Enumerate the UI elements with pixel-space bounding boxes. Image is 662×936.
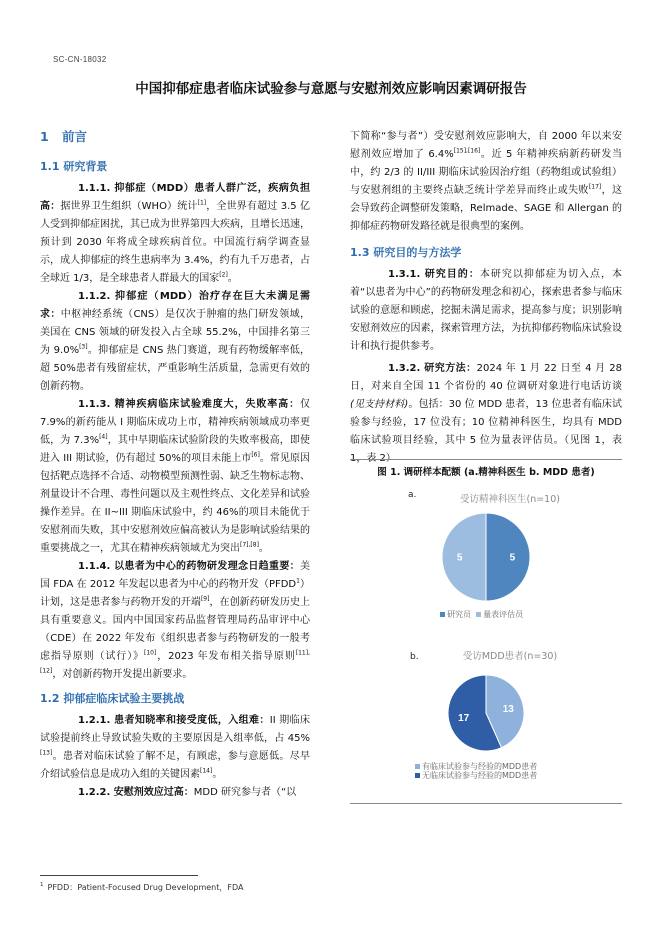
- supporting-materials-note: (见支持材料): [350, 399, 409, 410]
- citation: [17]: [588, 183, 602, 191]
- paragraph-1-1-1: [40, 180, 310, 288]
- chart-b-legend: [415, 762, 537, 780]
- paragraph-1-1-3: [40, 396, 310, 558]
- legend-swatch: [476, 612, 481, 617]
- footnote-divider: [40, 875, 198, 876]
- paragraph-lead: 1.1.4. 以患者为中心的药物研发理念日趋重要：: [78, 561, 300, 572]
- paragraph-1-3-1: [350, 266, 622, 356]
- paragraph-text: 中枢神经系统（CNS）是仅次于肿瘤的热门研发领域，美国在 CNS 领域的研发投入占全球 55.2%，中国排名第三为 9.0%: [40, 309, 310, 356]
- paragraph-text: MDD 研究参与者（“以: [193, 787, 297, 798]
- citation: [13]: [40, 749, 53, 757]
- paragraph-1-1-4: [40, 558, 310, 684]
- paragraph-text: 下简称“参与者”）受安慰剂效应影响大，自 2000 年以来安慰剂效应增加了 6.4%: [350, 131, 622, 160]
- pie-chart-physicians-svg: [441, 512, 531, 602]
- paragraph-text: 。: [227, 273, 238, 284]
- citation: [3]: [79, 343, 88, 351]
- legend-entry: [415, 762, 537, 771]
- citation: [15],[16]: [453, 147, 481, 155]
- document-id: SC-CN-18032: [53, 55, 107, 64]
- paragraph-text: ，全世界有超过 3.5 亿人受到抑郁症困扰，其已成为世界第四大疾病，且增长迅速，预计到 2030 年将成全球疾病首位。中国流行病学调查显示，成人抑郁症的终生患病率为 3.4%，约有九千万患者，占全球近 1/3，是全球患者人群最大的国家: [40, 201, 311, 284]
- paragraph-text: 据世界卫生组织（WHO）统计: [60, 201, 198, 212]
- paragraph-1-2-2-continued: [350, 128, 622, 236]
- paragraph-text: 本研究以抑郁症为切入点，本着“以患者为中心”的药物研发理念和初心，探索患者参与临床试验的意愿和顾虑，挖掘未满足需求，提高参与度；识别影响安慰剂效应的因素，探索管理方法，为抗抑郁药物临床试验设计和执行提供参考。: [350, 269, 622, 352]
- paragraph-1-2-2: [40, 784, 310, 802]
- figure-1: [350, 459, 622, 804]
- pie-slice-1: [486, 513, 530, 601]
- paragraph-text: 。患者对临床试验了解不足，有顾虑，参与意愿低。尽早介绍试验信息是成功入组的关键因素: [40, 751, 310, 780]
- legend-label: 无临床试验参与经验的MDD患者: [422, 771, 538, 780]
- paragraph-lead: 1.1.3. 精神疾病临床试验难度大，失败率高：: [78, 399, 300, 410]
- legend-label: 有临床试验参与经验的MDD患者: [422, 762, 538, 771]
- footnote-marker[interactable]: 1: [296, 577, 300, 585]
- paragraph-lead: 1.1.2. 抑郁症（MDD）治疗存在巨大未满足需求：: [40, 291, 310, 320]
- paragraph-1-2-1: [40, 712, 310, 784]
- figure-caption: 图 1. 调研样本配额 (a.精神科医生 b. MDD 患者): [377, 467, 595, 478]
- subsection-heading-1-1: 1.1 研究背景: [40, 160, 108, 173]
- right-column: [350, 128, 622, 468]
- citation: [9]: [200, 595, 210, 603]
- paragraph-lead: 1.3.2. 研究方法：: [388, 363, 477, 374]
- chart-a-title: 受访精神科医生(n=10): [460, 494, 560, 505]
- pie-slice-2: [442, 513, 486, 601]
- chart-b-title: 受访MDD患者(n=30): [462, 651, 558, 662]
- citation: [10]: [144, 649, 157, 657]
- legend-swatch: [415, 773, 420, 778]
- report-title: 中国抑郁症患者临床试验参与意愿与安慰剂效应影响因素调研报告: [135, 81, 527, 97]
- paragraph-text: 。包括：30 位 MDD 患者，13 位患者有临床试验参与经验，17 位没有；10 位精神科医生，均具有 MDD 临床试验项目经验，其中 5 位为量表评估员。（见图 1，表 1，表 2）: [350, 399, 622, 464]
- subsection-heading-1-3: 1.3 研究目的与方法学: [350, 246, 462, 259]
- footnote-text: PFDD：Patient-Focused Drug Development，FDA: [47, 883, 244, 892]
- legend-swatch: [440, 612, 445, 617]
- paragraph-1-1-2: [40, 288, 310, 396]
- paragraph-text: 。常见原因包括靶点选择不合适、动物模型预测性弱、缺乏生物标志物、剂量设计不合理、毒性问题以及主观性终点、文化差异和试验操作差异。在 II~III 期临床试验中，约 46%的项目未能优于安慰剂而失败，其中安慰剂效应偏高被认为是影响试验结果的重要挑战之一，尤其在精神疾病领域尤为突出: [40, 453, 310, 554]
- pie-slice-value-label: 13: [502, 703, 514, 715]
- paragraph-text: 仅 7.9%的新药能从 I 期临床成功上市，精神疾病领域成功率更低，为 7.3%: [40, 399, 310, 446]
- legend-label: 研究员: [447, 610, 471, 619]
- citation: [4]: [99, 433, 108, 441]
- section-title: 前言: [62, 129, 88, 144]
- footnote-mark: 1: [40, 882, 44, 889]
- paragraph-text: ）计划，这是患者参与药物开发的开端: [40, 579, 311, 608]
- subsection-heading-1-2: 1.2 抑郁症临床试验主要挑战: [40, 692, 185, 705]
- paragraph-text: 。近 5 年精神疾病新药研发当中，约 2/3 的 II/III 期临床试验因治疗组（药物组或试验组）与安慰剂组的主要终点缺乏统计学差异而终止或失败: [350, 149, 622, 196]
- subfigure-label-b: b.: [410, 652, 419, 662]
- paragraph-text: 美国 FDA 在 2012 年发起以患者为中心的药物开发（PFDD: [40, 561, 310, 590]
- paragraph-text: II 期临床试验提前终止导致试验失败的主要原因是入组率低，占 45%: [40, 715, 310, 744]
- citation: [14]: [200, 767, 213, 775]
- citation: [6]: [251, 451, 260, 459]
- section-heading-1: [40, 128, 310, 146]
- paragraph-text: ，其中早期临床试验阶段的失败率极高，即使进入 III 期试验，仍有超过 50%的项目未能上市: [40, 435, 310, 464]
- paragraph-lead: 1.1.1. 抑郁症（MDD）患者人群广泛，疾病负担高：: [40, 183, 310, 212]
- paragraph-lead: 1.2.1. 患者知晓率和接受度低，入组难：: [78, 715, 270, 726]
- paragraph-text: 。: [212, 769, 223, 780]
- chart-a-legend: [440, 610, 523, 619]
- citation: [1]: [197, 199, 207, 207]
- citation: [2]: [219, 271, 228, 279]
- pie-slice-value-label: 5: [456, 552, 463, 564]
- subfigure-label-a: a.: [408, 490, 417, 500]
- section-number: 1: [40, 129, 49, 144]
- legend-entry: [415, 771, 537, 780]
- legend-swatch: [415, 764, 420, 769]
- paragraph-text: 。: [258, 543, 269, 554]
- paragraph-text: 。抑郁症是 CNS 热门赛道，现有药物缓解率低，超 50%患者有残留症状，严重影响生活质量，急需更有效的创新药物。: [40, 345, 310, 392]
- paragraph-text: 2024 年 1 月 22 日至 4 月 28 日，对来自全国 11 个省份的 40 位调研对象进行电话访谈: [350, 363, 622, 392]
- footnote: [40, 882, 243, 893]
- paragraph-lead: 1.3.1. 研究目的：: [388, 269, 480, 280]
- paragraph-lead: 1.2.2. 安慰剂效应过高：: [78, 787, 194, 798]
- paragraph-text: ，对创新药物开发提出新要求。: [52, 669, 193, 680]
- left-column: [40, 128, 310, 802]
- pie-slice-value-label: 17: [458, 713, 470, 725]
- paragraph-text: ，在创新药研发历史上具有重要意义。国内中国国家药品监督管理局药品审评中心（CDE）在 2022 年发布《组织患者参与药物研发的一般考虑指导原则（试行）》: [40, 597, 311, 662]
- citation: [7],[8]: [240, 541, 259, 549]
- paragraph-text: ，这会导致药企调整研发策略，Relmade、SAGE 和 Allergan 的抑郁症药物研发路径就是很典型的案例。: [350, 185, 623, 232]
- legend-label: 量表评估员: [483, 610, 524, 619]
- paragraph-1-3-2: [350, 360, 622, 468]
- paragraph-text: ，2023 年发布相关指导原则: [156, 651, 296, 662]
- pie-slice-value-label: 5: [509, 552, 516, 564]
- pie-chart-patients-svg: [447, 674, 525, 752]
- citation: [11],[12]: [40, 649, 310, 675]
